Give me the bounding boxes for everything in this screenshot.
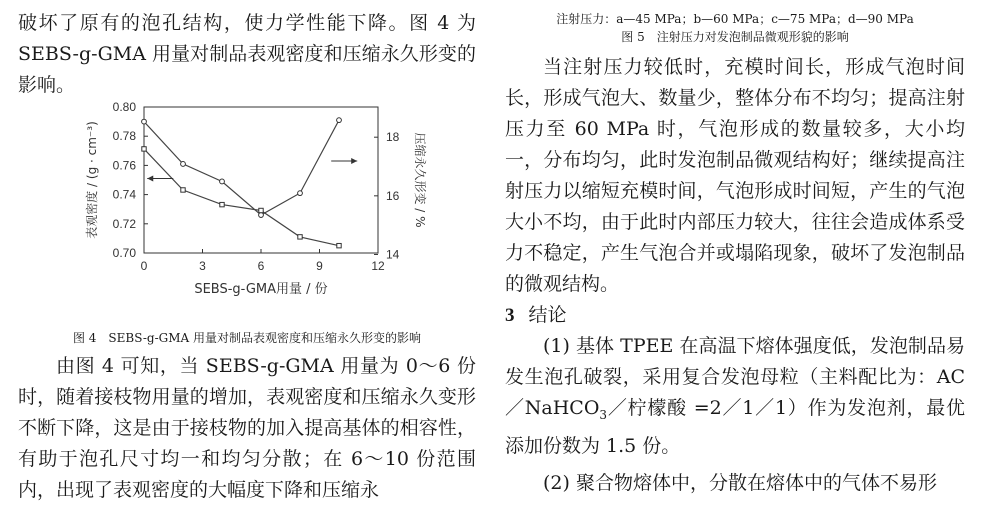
series-0-point-1	[181, 162, 186, 167]
y-left-tick-label-5: 0.80	[112, 101, 136, 114]
y-left-tick-label-0: 0.70	[112, 246, 136, 260]
plot-frame	[144, 107, 378, 253]
x-tick-label-4: 12	[371, 259, 385, 273]
series-1-point-3	[259, 208, 263, 212]
figure-4-caption: 图 4 SEBS-g-GMA 用量对制品表观密度和压缩永久形变的影响	[72, 331, 422, 345]
right-paragraph-1: 当注射压力较低时，充模时间长，形成气泡时间长，形成气泡大、数量少，整体分布不均匀；提高注射压力至 60 MPa 时，气泡形成的数量较多，大小均一，分布均匀，此时发泡制品微观结构好；继续提高注射压力以缩短充模时间，气泡形成时间短，产生的气泡大小不均，由于此时内部压力较大，往往会造成体系受力不稳定，产生气泡合并或塌陷现象，破坏了发泡制品的微观结构。	[505, 56, 965, 295]
x-axis-label: SEBS-g-GMA用量 / 份	[194, 282, 328, 297]
series-0-point-2	[220, 179, 225, 184]
conclusion-1-b: ／柠檬酸 =2／1／1）作为发泡剂，最优添加份数为 1.5 份。	[505, 397, 965, 457]
y-left-tick-label-1: 0.72	[112, 216, 136, 231]
x-tick-label-1: 3	[199, 259, 206, 273]
section-title: 结论	[528, 304, 567, 326]
left-column	[18, 8, 476, 506]
section-heading	[505, 300, 965, 331]
figure-5-note: 注射压力：a—45 MPa；b—60 MPa；c—75 MPa；d—90 MPa	[556, 12, 914, 26]
y-right-tick-label-0: 14	[386, 247, 400, 262]
arrow-1-head	[351, 158, 357, 164]
series-1-point-5	[337, 243, 341, 247]
series-1-point-0	[142, 147, 146, 151]
series-1-point-1	[181, 188, 185, 192]
left-paragraph-1: 破坏了原有的泡孔结构，使力学性能下降。图 4 为 SEBS-g-GMA 用量对制品表观密度和压缩永久形变的影响。	[18, 12, 476, 96]
series-0-point-0	[142, 119, 147, 124]
x-tick-label-2: 6	[257, 259, 265, 273]
y-left-tick-label-3: 0.76	[112, 158, 136, 173]
series-1-line	[144, 149, 339, 246]
y-left-axis-label: 表观密度 / (g · cm⁻³)	[85, 121, 99, 239]
arrow-0-head	[147, 176, 153, 182]
figure-4-svg	[18, 101, 476, 329]
x-tick-label-3: 9	[316, 259, 323, 273]
right-column	[505, 10, 965, 499]
section-number: 3	[505, 305, 515, 326]
y-left-tick-label-4: 0.78	[112, 129, 136, 144]
series-0-point-3	[259, 213, 264, 218]
figure-5-caption: 图 5 注射压力对发泡制品微观形貌的影响	[621, 30, 849, 44]
x-tick-label-0: 0	[140, 259, 148, 273]
series-0-line	[144, 120, 339, 215]
left-paragraph-2: 由图 4 可知，当 SEBS-g-GMA 用量为 0～6 份时，随着接枝物用量的增加，表观密度和压缩永久变形不断下降，这是由于接枝物的加入提高基体的相容性，有助于泡孔尺寸均一和均匀分散；在 6～10 份范围内，出现了表观密度的大幅度下降和压缩永	[18, 355, 476, 501]
conclusion-2: (2) 聚合物熔体中，分散在熔体中的气体不易形	[543, 471, 937, 494]
y-right-tick-label-2: 18	[386, 130, 400, 145]
y-right-axis-label: 压缩永久形变 / %	[413, 132, 427, 228]
series-0-point-4	[298, 191, 303, 196]
figure-4-chart	[18, 101, 476, 329]
series-1-point-4	[298, 235, 302, 239]
conclusion-1	[505, 331, 965, 462]
conclusion-1-a: (1) 基体 TPEE 在高温下熔体强度低，发泡制品易发生泡孔破裂，采用复合发泡母粒（主料配比为：AC／NaHCO	[505, 335, 965, 419]
series-1-point-2	[220, 202, 224, 206]
y-left-tick-label-2: 0.74	[112, 187, 136, 202]
series-0-point-5	[337, 118, 342, 123]
conclusion-1-sub: 3	[599, 407, 608, 422]
y-right-tick-label-1: 16	[386, 188, 400, 203]
